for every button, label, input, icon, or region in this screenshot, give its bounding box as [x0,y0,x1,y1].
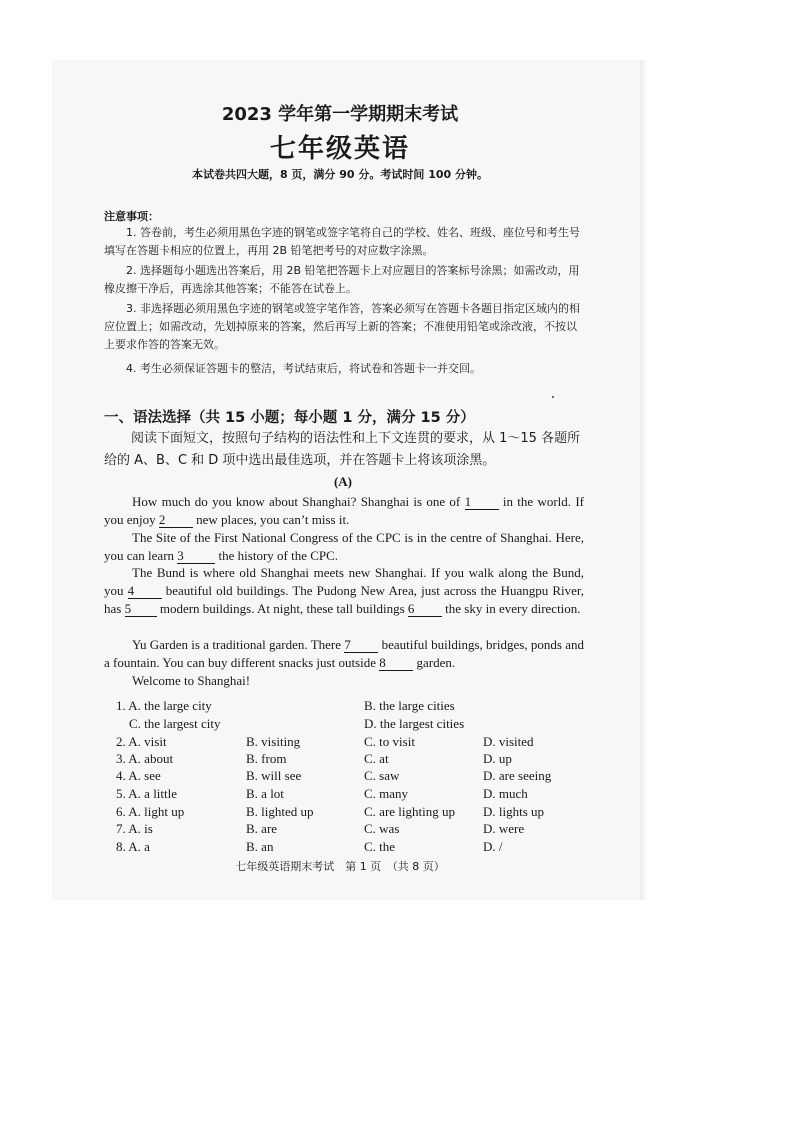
note-item: 3. 非选择题必须用黑色字迹的钢笔或签字笔作答，答案必须写在答题卡各题目指定区域内的相应位置上；如需改动，先划掉原来的答案，然后再写上新的答案；不准使用铅笔或涂改液，不按以上要求作答的答案无效。 [104,302,580,351]
question-option-b: B. are [246,821,278,836]
question-1-option-a: 1. A. the large city [116,698,212,713]
question-option-b: B. lighted up [246,804,314,819]
question-option-c: C. are lighting up [364,804,455,819]
paragraph-text: the sky in every direction. [441,601,581,616]
question-option-c: C. the [364,839,396,854]
paragraph-text: garden. [413,655,456,670]
scan-speck [552,396,554,398]
question-option-c: C. to visit [364,734,415,749]
question-option-b: B. from [246,751,287,766]
question-option-c: C. was [364,821,400,836]
question-option-a: 2. A. visit [116,734,167,749]
paragraph-text: The Site of the First National Congress of the CPC is in the centre of Shanghai. Here, you can learn [104,530,584,563]
paragraph-text: new places, you can’t miss it. [192,512,350,527]
question-option-a: 6. A. light up [116,804,185,819]
question-option-b: B. an [246,839,274,854]
passage-label: (A) [333,474,353,489]
paragraph-text: beautiful old buildings. The Pudong New Area, just across the Huangpu River, has [104,583,584,616]
question-option-a: 3. A. about [116,751,174,766]
note-item: 1. 答卷前，考生必须用黑色字迹的钢笔或签字笔将自己的学校、姓名、班级、座位号和考生号填写在答题卡相应的位置上，再用 2B 铅笔把考号的对应数字涂黑。 [104,226,580,257]
answer-blank: 7 [344,638,378,653]
question-option-d: D. visited [483,734,534,749]
question-option-d: D. lights up [483,804,545,819]
question-option-b: B. will see [246,768,302,783]
question-option-a: 5. A. a little [116,786,178,801]
question-1-option-b: B. the large cities [364,698,455,713]
passage-paragraph [104,636,584,672]
paragraph-text: The Bund is where old Shanghai meets new Shanghai. If you walk along the Bund, you [104,565,584,598]
answer-blank: 5 [125,602,157,617]
question-1-option-c: C. the largest city [129,716,221,731]
question-option-b: B. visiting [246,734,301,749]
note-item: 2. 选择题每小题选出答案后，用 2B 铅笔把答题卡上对应题目的答案标号涂黑；如需改动，用橡皮擦干净后，再选涂其他答案；不能答在试卷上。 [104,264,580,295]
question-1-option-d: D. the largest cities [364,716,465,731]
question-option-d: D. were [483,821,525,836]
paragraph-text: modern buildings. At night, these tall buildings [156,601,408,616]
question-option-d: D. / [483,839,503,854]
paragraph-text: in the world. If you enjoy [104,494,585,527]
paragraph-text: the history of the CPC. [215,548,339,563]
question-option-a: 7. A. is [116,821,153,836]
passage-closing: Welcome to Shanghai! [132,673,251,688]
question-option-a: 8. A. a [116,839,150,854]
exam-info: 本试卷共四大题，8 页，满分 90 分。考试时间 100 分钟。 [191,168,489,181]
question-option-d: D. up [483,751,512,766]
question-option-c: C. at [364,751,389,766]
question-option-c: C. saw [364,768,400,783]
paragraph-text: beautiful buildings, bridges, ponds and a fountain. You can buy different snacks just outside [104,637,584,670]
paragraph-text: How much do you know about Shanghai? Shanghai is one of [132,494,465,509]
question-option-a: 4. A. see [116,768,161,783]
passage-paragraph [104,493,584,529]
passage-paragraph [104,564,584,618]
answer-blank: 3 [177,549,215,564]
note-item: 4. 考生必须保证答题卡的整洁，考试结束后，将试卷和答题卡一并交回。 [126,362,481,375]
answer-blank: 6 [408,602,442,617]
question-option-c: C. many [364,786,409,801]
page-footer: 七年级英语期末考试 第 1 页 （共 8 页） [235,860,445,873]
question-option-d: D. much [483,786,528,801]
section-title: 一、语法选择（共 15 小题；每小题 1 分，满分 15 分） [104,410,475,426]
section-instruction: 阅读下面短文，按照句子结构的语法性和上下文连贯的要求，从 1～15 各题所给的 A、B、C 和 D 项中选出最佳选项，并在答题卡上将该项涂黑。 [104,431,581,468]
question-option-d: D. are seeing [483,768,552,783]
answer-blank: 4 [128,584,162,599]
exam-subject-title: 七年级英语 [269,134,410,164]
answer-blank: 8 [379,656,413,671]
passage-paragraph [104,529,584,565]
exam-term-title: 2023 学年第一学期期末考试 [221,104,459,125]
answer-blank: 2 [159,513,193,528]
question-option-b: B. a lot [246,786,284,801]
answer-blank: 1 [465,495,499,510]
paragraph-text: Yu Garden is a traditional garden. There [132,637,345,652]
notes-title: 注意事项： [104,210,159,223]
